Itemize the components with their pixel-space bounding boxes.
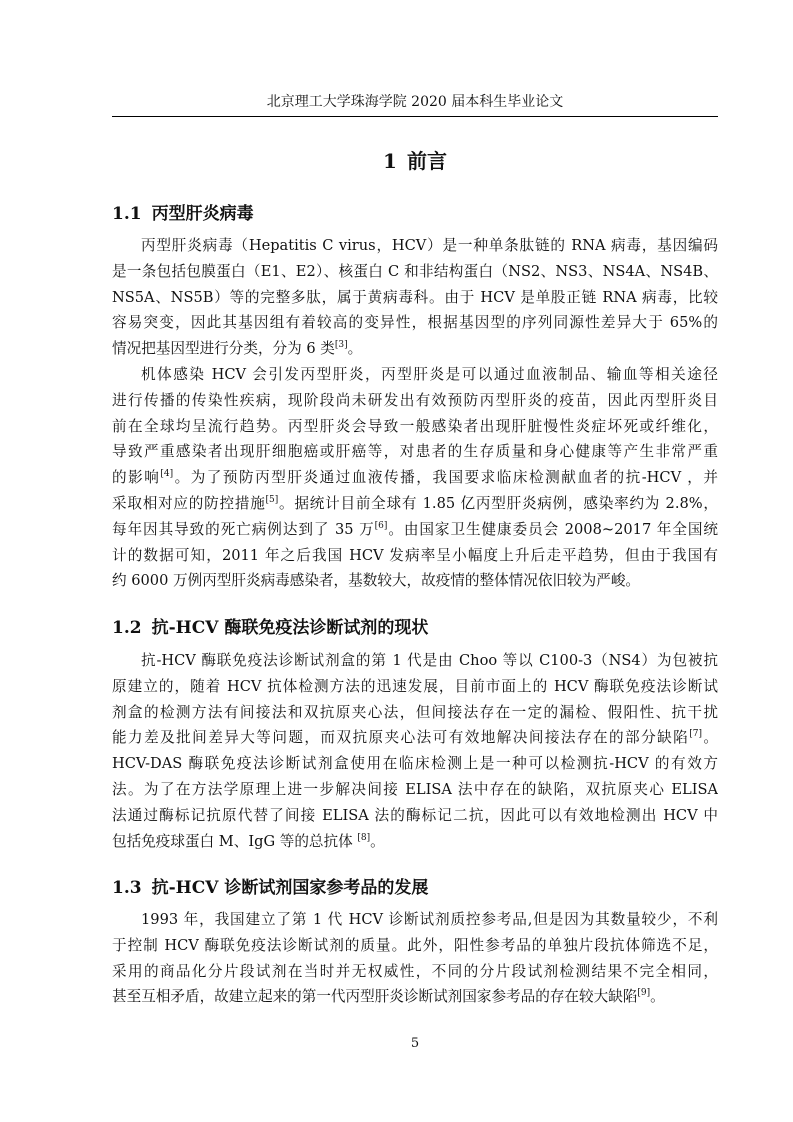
citation-ref: [4] bbox=[160, 469, 174, 480]
text-run: 。据统计目前全球有 1.85 亿丙型肝炎病例，感染率约为 2.8%， bbox=[278, 494, 718, 512]
text-line: 丙型肝炎病毒（Hepatitis C virus，HCV）是一种单条肽链的 RNA 病毒，基因编码 bbox=[141, 237, 718, 254]
text-run: 。为了预防丙型肝炎通过血液传播，我国要求临床检测献血者的抗-HCV ，并 bbox=[173, 469, 718, 487]
text-run: 情况把基因型进行分类，分为 6 类 bbox=[112, 340, 335, 358]
text-line: 法通过酶标记抗原代替了间接 ELISA 法的酶标记二抗，因此可以有效地检测出 HCV 中 bbox=[112, 806, 718, 824]
section-title-text: 抗-HCV 诊断试剂国家参考品的发展 bbox=[151, 878, 429, 898]
section-title-1-2 bbox=[112, 617, 718, 639]
text-line: 法。为了在方法学原理上进一步解决间接 ELISA 法中存在的缺陷，双抗原夹心 ELISA bbox=[112, 780, 718, 798]
text-line: 原建立的，随着 HCV 抗体检测方法的迅速发展，目前市面上的 HCV 酶联免疫法诊断试 bbox=[112, 677, 718, 695]
paragraph-elisa-status bbox=[112, 648, 718, 854]
text-run: 的影响 bbox=[112, 469, 161, 487]
text-line bbox=[112, 725, 718, 751]
section-title-text: 抗-HCV 酶联免疫法诊断试剂的现状 bbox=[151, 618, 429, 638]
paragraph-hcv-intro bbox=[112, 233, 718, 362]
text-run: 甚至互相矛盾，故建立起来的第一代丙型肝炎诊断试剂国家参考品的存在较大缺陷 bbox=[112, 988, 638, 1006]
text-line: 1993 年，我国建立了第 1 代 HCV 诊断试剂质控参考品,但是因为其数量较少，不利 bbox=[141, 911, 718, 928]
section-number: 1.3 bbox=[112, 878, 142, 898]
section-title-text: 丙型肝炎病毒 bbox=[151, 204, 254, 224]
citation-ref: [7] bbox=[689, 729, 702, 740]
chapter-title-text: 前言 bbox=[406, 149, 447, 173]
text-line: 采用的商品化分片段试剂在当时并无权威性，不同的分片段试剂检测结果不完全相同， bbox=[112, 962, 718, 980]
text-run: 。由国家卫生健康委员会 2008~2017 年全国统 bbox=[387, 520, 718, 538]
citation-ref: [9] bbox=[637, 988, 651, 999]
text-line: 进行传播的传染性疾病，现阶段尚未研发出有效预防丙型肝炎的疫苗，因此丙型肝炎目 bbox=[112, 391, 718, 409]
running-header: 北京理工大学珠海学院 2020 届本科生毕业论文 bbox=[266, 94, 564, 110]
section-number: 1.2 bbox=[112, 618, 142, 638]
paragraph-hcv-infection bbox=[112, 362, 718, 594]
text-line: 计的数据可知，2011 年之后我国 HCV 发病率呈小幅度上升后走平趋势，但由于我国有 bbox=[112, 546, 718, 564]
text-line: 前在全球均呈流行趋势。丙型肝炎会导致一般感染者出现肝脏慢性炎症坏死或纤维化， bbox=[112, 417, 718, 435]
text-line bbox=[112, 465, 718, 491]
section-number: 1.1 bbox=[112, 204, 142, 224]
citation-ref: [6] bbox=[374, 520, 388, 531]
section-title-1-3 bbox=[112, 877, 718, 899]
text-run: 包括免疫球蛋白 M、IgG 等的总抗体 bbox=[112, 832, 358, 850]
text-line bbox=[112, 517, 718, 543]
text-run: 能力差及批间差异大等问题，而双抗原夹心法可有效地解决间接法存在的部分缺陷 bbox=[112, 729, 690, 747]
text-line: 导致严重感染者出现肝细胞癌或肝癌等，对患者的生存质量和身心健康等产生非常严重 bbox=[112, 443, 718, 461]
text-line bbox=[112, 829, 718, 855]
text-line: 机体感染 HCV 会引发丙型肝炎，丙型肝炎是可以通过血液制品、输血等相关途径 bbox=[141, 366, 718, 383]
page-number: 5 bbox=[410, 1036, 420, 1051]
text-run: 采取相对应的防控措施 bbox=[112, 494, 266, 512]
header-divider bbox=[112, 116, 718, 117]
paragraph-reference-panel bbox=[112, 907, 718, 1010]
text-line bbox=[112, 336, 718, 362]
citation-ref: [8] bbox=[357, 832, 371, 843]
text-run: 。 bbox=[347, 340, 363, 358]
section-title-1-1 bbox=[112, 203, 718, 225]
text-line: 约 6000 万例丙型肝炎病毒感染者，基数较大，故疫情的整体情况依旧较为严峻。 bbox=[112, 572, 641, 590]
text-line: 抗-HCV 酶联免疫法诊断试剂盒的第 1 代是由 Choo 等以 C100-3（NS4）为包被抗 bbox=[141, 652, 718, 669]
text-run: 。 bbox=[701, 729, 718, 747]
chapter-title bbox=[112, 148, 718, 174]
text-line: 剂盒的检测方法有间接法和双抗原夹心法，但间接法存在一定的漏检、假阳性、抗干扰 bbox=[112, 703, 718, 721]
text-run: 。 bbox=[650, 988, 665, 1006]
text-line bbox=[112, 984, 718, 1010]
text-line: HCV-DAS 酶联免疫法诊断试剂盒使用在临床检测上是一种可以检测抗-HCV 的有效方 bbox=[112, 755, 718, 773]
text-line: 是一条包括包膜蛋白（E1、E2）、核蛋白 C 和非结构蛋白（NS2、NS3、NS4A、NS4B、 bbox=[112, 262, 718, 280]
citation-ref: [5] bbox=[265, 494, 279, 505]
text-line bbox=[112, 491, 718, 517]
citation-ref: [3] bbox=[334, 340, 348, 351]
text-run: 每年因其导致的死亡病例达到了 35 万 bbox=[112, 520, 375, 538]
text-line: NS5A、NS5B）等的完整多肽，属于黄病毒科。由于 HCV 是单股正链 RNA 病毒，比较 bbox=[112, 288, 718, 306]
chapter-number: 1 bbox=[383, 149, 397, 173]
text-run: 。 bbox=[370, 832, 385, 850]
text-line: 容易突变，因此其基因组有着较高的变异性，根据基因型的序列同源性差异大于 65%的 bbox=[112, 314, 718, 332]
text-line: 于控制 HCV 酶联免疫法诊断试剂的质量。此外，阳性参考品的单独片段抗体筛选不足， bbox=[112, 936, 718, 954]
